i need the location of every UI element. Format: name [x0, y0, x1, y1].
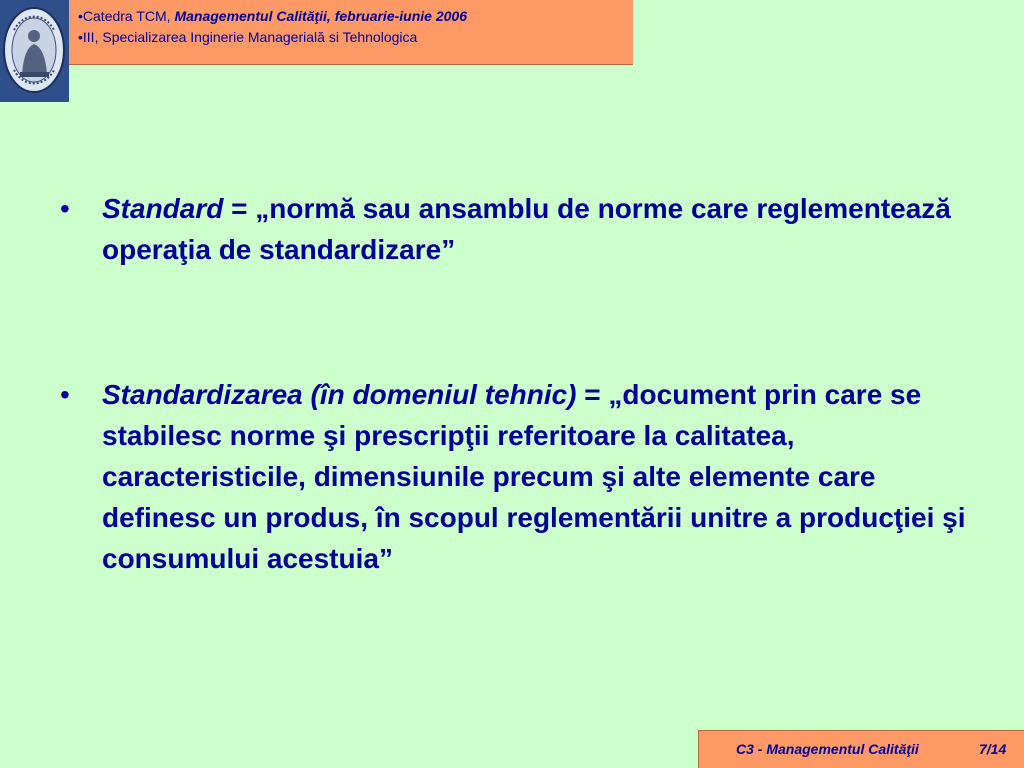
footer-box — [698, 730, 1024, 768]
bullet-icon: • — [60, 193, 70, 224]
definition-standard: = „normă sau ansamblu de norme care reglementează operaţia de standardizare” — [102, 193, 951, 265]
term-standard: Standard — [102, 193, 224, 224]
header-department-text: •Catedra TCM, — [78, 8, 175, 24]
page-number: 7/14 — [979, 741, 1007, 757]
university-seal-icon — [0, 0, 69, 102]
header-info-box — [69, 0, 633, 65]
bullet-item-standard — [60, 188, 980, 270]
footer-title: C3 - Managementul Calităţii — [736, 741, 919, 757]
bullet-icon: • — [60, 379, 70, 410]
term-standardizarea: Standardizarea (în domeniul tehnic) — [102, 379, 577, 410]
bullet-item-standardizarea — [60, 374, 980, 579]
slide-content — [60, 188, 980, 579]
header-course-title: Managementul Calităţii, februarie-iunie 2006 — [174, 8, 467, 24]
header-line-specialization: •III, Specializarea Inginerie Managerială si Tehnologica — [78, 29, 418, 45]
header-line-department — [78, 6, 633, 27]
definition-standardizarea: = „document prin care se stabilesc norme şi prescripţii referitoare la calitatea, caracteristicile, dimensiunile precum şi alte elemente care definesc un produs, în scopul reglementării unitre a producţiei şi consumului acestuia” — [102, 379, 966, 574]
